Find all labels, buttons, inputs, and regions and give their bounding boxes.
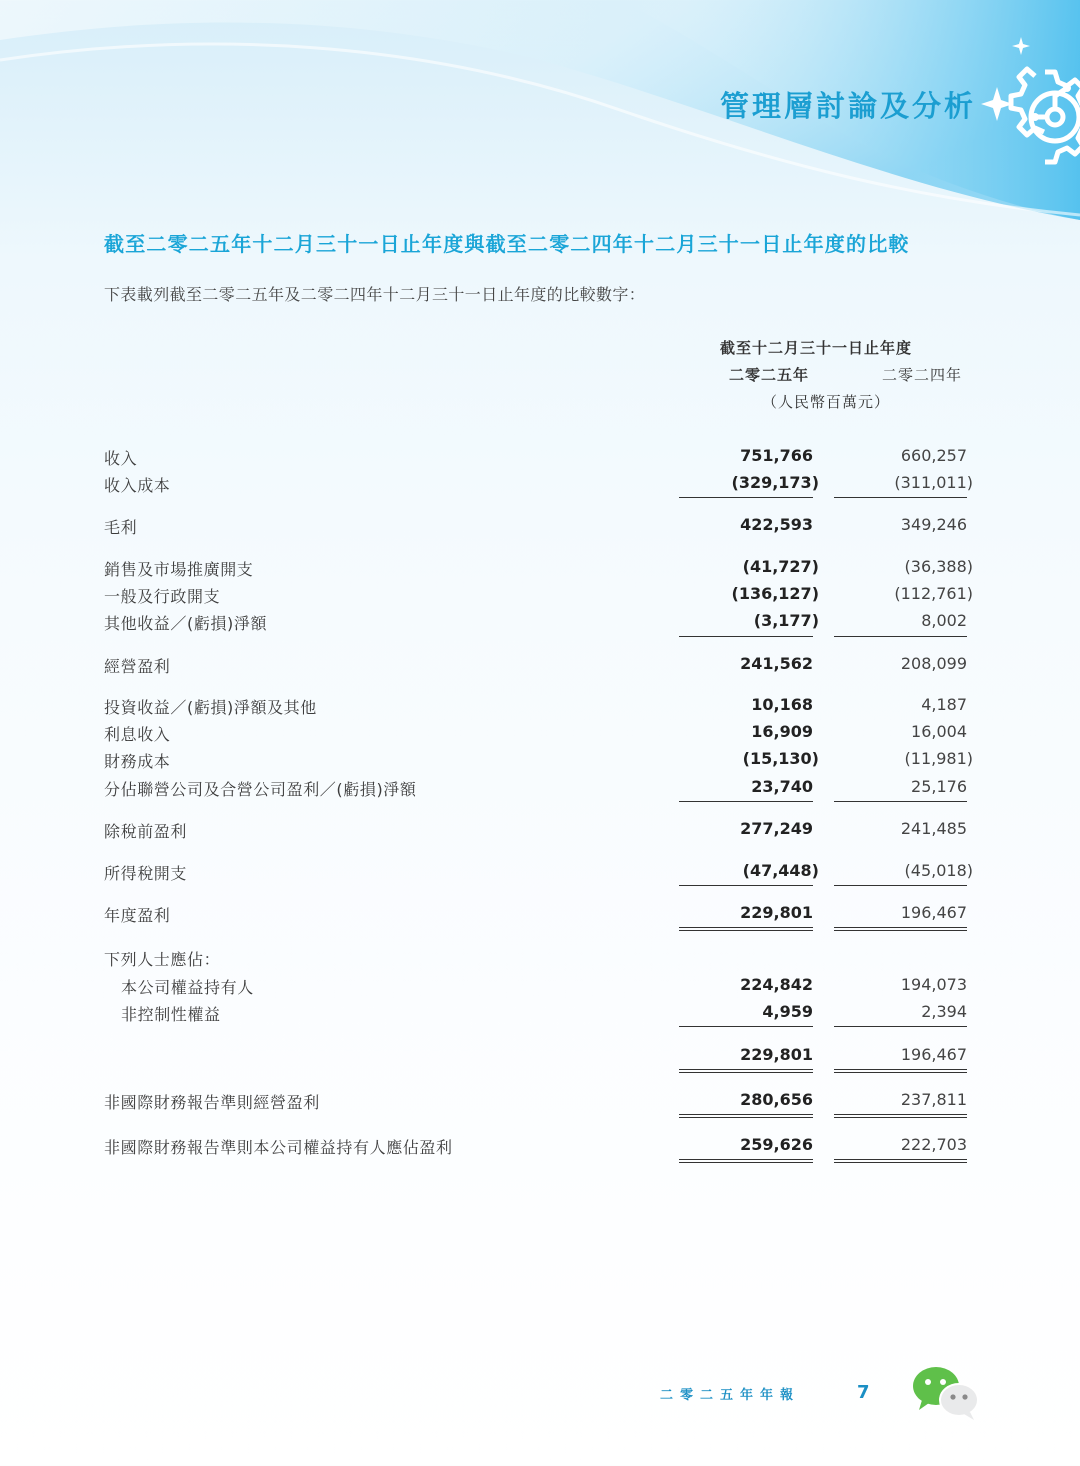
value-2024: 196,467 xyxy=(900,903,967,922)
value-2025: 280,656 xyxy=(740,1090,813,1109)
sparkle-icon xyxy=(981,87,1013,121)
row-label: 經營盈利 xyxy=(104,657,171,676)
value-2024: 16,004 xyxy=(911,722,967,741)
value-2024: 208,099 xyxy=(900,654,967,673)
value-2024: 194,073 xyxy=(900,975,967,994)
row-label: 利息收入 xyxy=(104,725,171,744)
rule-line xyxy=(834,1026,967,1027)
value-2025: 229,801 xyxy=(740,903,813,922)
value-2025: (136,127) xyxy=(731,584,819,603)
rule-line xyxy=(679,1026,813,1027)
value-2025: 16,909 xyxy=(751,722,813,741)
rule-line xyxy=(834,636,967,637)
value-2024: 25,176 xyxy=(911,777,967,796)
column-header-period: 截至十二月三十一日止年度 xyxy=(720,339,913,357)
value-2025: 751,766 xyxy=(740,446,813,465)
value-2025: 229,801 xyxy=(740,1045,813,1064)
value-2024: 222,703 xyxy=(900,1135,967,1154)
row-label: 年度盈利 xyxy=(104,906,171,925)
value-2024: (36,388) xyxy=(904,557,973,576)
table-row xyxy=(0,473,1080,497)
value-2024: 237,811 xyxy=(900,1090,967,1109)
row-label: 收入 xyxy=(104,449,138,468)
value-2024: 4,187 xyxy=(921,695,967,714)
table-row xyxy=(0,861,1080,885)
double-rule-line xyxy=(679,1114,813,1118)
value-2025: 10,168 xyxy=(751,695,813,714)
value-2025: 241,562 xyxy=(740,654,813,673)
value-2025: (329,173) xyxy=(731,473,819,492)
column-header-unit: （人民幣百萬元） xyxy=(762,393,891,411)
table-row xyxy=(0,515,1080,539)
value-2025: 277,249 xyxy=(740,819,813,838)
row-label: 其他收益／(虧損)淨額 xyxy=(104,614,268,633)
gear-circuit-icon xyxy=(975,32,1080,167)
table-row xyxy=(0,1090,1080,1114)
rule-line xyxy=(834,801,967,802)
table-row xyxy=(0,1135,1080,1159)
row-label: 除稅前盈利 xyxy=(104,822,188,841)
table-row xyxy=(0,749,1080,773)
value-2024: 660,257 xyxy=(900,446,967,465)
double-rule-line xyxy=(834,1069,967,1073)
table-row xyxy=(0,446,1080,470)
footer-report-name: 二零二五年年報 xyxy=(660,1388,801,1403)
value-2024: (11,981) xyxy=(904,749,973,768)
value-2025: (47,448) xyxy=(742,861,819,880)
rule-line xyxy=(679,497,813,498)
row-label: 所得稅開支 xyxy=(104,864,188,883)
column-header-2025: 二零二五年 xyxy=(729,366,810,384)
double-rule-line xyxy=(679,1159,813,1163)
row-label: 非國際財務報告準則經營盈利 xyxy=(104,1093,320,1112)
header-title: 管理層討論及分析 xyxy=(719,89,976,123)
table-row xyxy=(0,654,1080,678)
double-rule-line xyxy=(834,1114,967,1118)
rule-line xyxy=(679,801,813,802)
table-row xyxy=(0,1002,1080,1026)
table-row xyxy=(0,584,1080,608)
rule-line xyxy=(834,497,967,498)
value-2025: 4,959 xyxy=(762,1002,813,1021)
page-number: 7 xyxy=(857,1382,870,1403)
row-label: 非國際財務報告準則本公司權益持有人應佔盈利 xyxy=(104,1138,453,1157)
table-row xyxy=(0,611,1080,635)
double-rule-line xyxy=(834,927,967,931)
row-label: 收入成本 xyxy=(104,476,171,495)
row-label: 本公司權益持有人 xyxy=(121,978,254,997)
table-row xyxy=(0,695,1080,719)
value-2024: (311,011) xyxy=(894,473,973,492)
rule-line xyxy=(834,885,967,886)
row-label: 分佔聯營公司及合營公司盈利／(虧損)淨額 xyxy=(104,780,417,799)
double-rule-line xyxy=(834,1159,967,1163)
column-header-2024: 二零二四年 xyxy=(882,366,963,384)
row-label: 投資收益／(虧損)淨額及其他 xyxy=(104,698,317,717)
rule-line xyxy=(679,636,813,637)
row-label: 下列人士應佔： xyxy=(104,950,221,969)
value-2024: 196,467 xyxy=(900,1045,967,1064)
table-row xyxy=(0,722,1080,746)
value-2024: 241,485 xyxy=(900,819,967,838)
row-label: 非控制性權益 xyxy=(121,1005,221,1024)
table-row xyxy=(0,903,1080,927)
row-label: 一般及行政開支 xyxy=(104,587,221,606)
table-row xyxy=(0,557,1080,581)
value-2025: 23,740 xyxy=(751,777,813,796)
table-row xyxy=(0,947,1080,971)
intro-text: 下表載列截至二零二五年及二零二四年十二月三十一日止年度的比較數字： xyxy=(104,285,646,304)
wechat-logo xyxy=(912,1366,980,1422)
value-2024: 349,246 xyxy=(900,515,967,534)
value-2025: (3,177) xyxy=(753,611,819,630)
value-2024: (112,761) xyxy=(894,584,973,603)
double-rule-line xyxy=(679,1069,813,1073)
table-row xyxy=(0,1045,1080,1069)
value-2025: 259,626 xyxy=(740,1135,813,1154)
value-2025: 422,593 xyxy=(740,515,813,534)
row-label: 毛利 xyxy=(104,518,138,537)
rule-line xyxy=(679,885,813,886)
table-row xyxy=(0,777,1080,801)
row-label: 銷售及市場推廣開支 xyxy=(104,560,254,579)
table-row xyxy=(0,975,1080,999)
row-label: 財務成本 xyxy=(104,752,171,771)
table-row xyxy=(0,819,1080,843)
value-2025: (15,130) xyxy=(742,749,819,768)
value-2025: 224,842 xyxy=(740,975,813,994)
value-2024: (45,018) xyxy=(904,861,973,880)
section-title: 截至二零二五年十二月三十一日止年度與截至二零二四年十二月三十一日止年度的比較 xyxy=(104,232,910,256)
double-rule-line xyxy=(679,927,813,931)
value-2024: 8,002 xyxy=(921,611,967,630)
value-2024: 2,394 xyxy=(921,1002,967,1021)
value-2025: (41,727) xyxy=(742,557,819,576)
